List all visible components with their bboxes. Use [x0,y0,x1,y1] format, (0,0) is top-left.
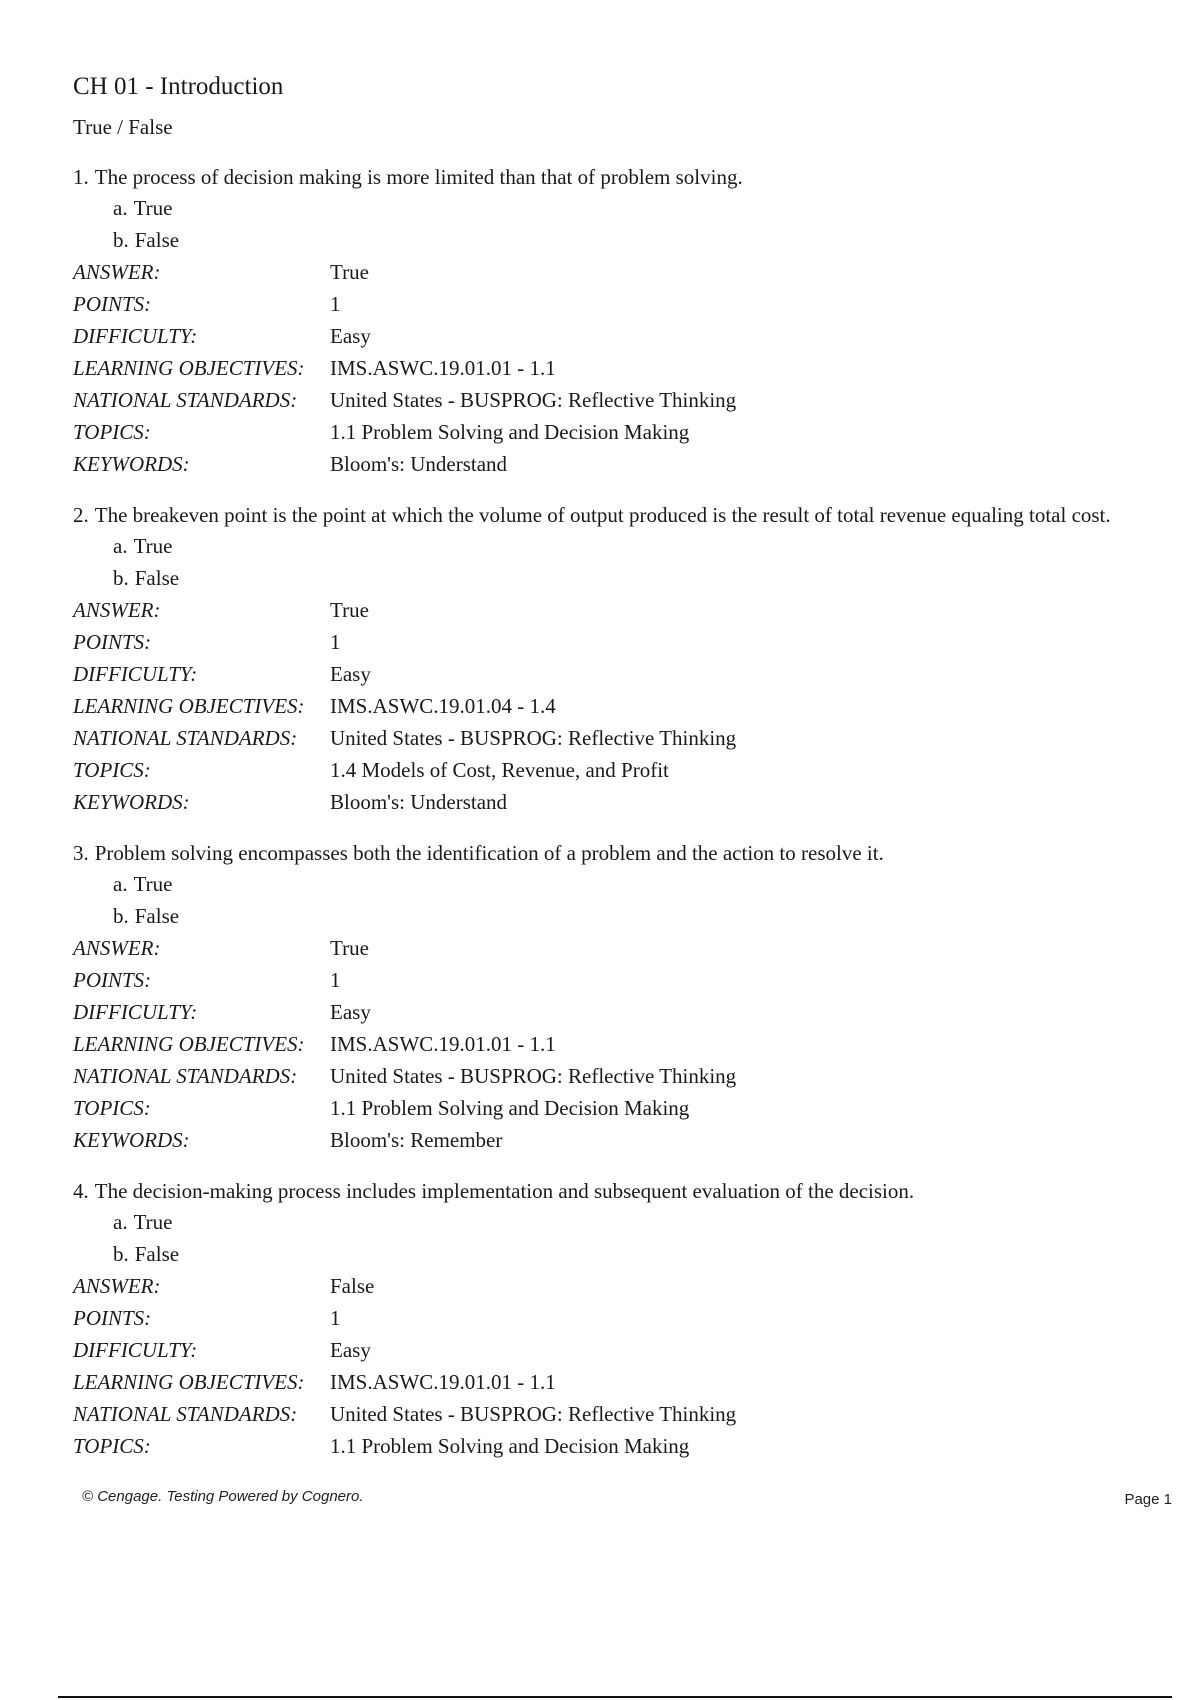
question-metadata [73,256,1133,480]
metadata-label: DIFFICULTY: [73,324,198,348]
question-text: The breakeven point is the point at which the volume of output produced is the result of total revenue equaling total cost. [94,503,1111,527]
bottom-divider [58,1696,1172,1698]
metadata-value: IMS.ASWC.19.01.01 - 1.1 [330,356,556,380]
metadata-value: 1.4 Models of Cost, Revenue, and Profit [330,758,669,782]
metadata-label: TOPICS: [73,1096,151,1120]
metadata-value: True [330,260,369,284]
metadata-row [73,594,1133,626]
metadata-row [73,996,1133,1028]
metadata-label: ANSWER: [73,936,161,960]
option-letter: a. [113,534,128,558]
question-text: The process of decision making is more limited than that of problem solving. [94,165,743,189]
metadata-label: LEARNING OBJECTIVES: [73,1032,305,1056]
metadata-label: KEYWORDS: [73,452,190,476]
question-number: 1. [73,165,89,189]
metadata-label: NATIONAL STANDARDS: [73,1064,298,1088]
metadata-value: Easy [330,662,371,686]
metadata-label: POINTS: [73,630,152,654]
page-number: Page 1 [1124,1491,1172,1508]
metadata-label: LEARNING OBJECTIVES: [73,356,305,380]
metadata-value: United States - BUSPROG: Reflective Thinking [330,1402,737,1426]
metadata-label: NATIONAL STANDARDS: [73,726,298,750]
metadata-row [73,352,1133,384]
metadata-row [73,256,1133,288]
metadata-value: Bloom's: Understand [330,790,508,814]
metadata-label: TOPICS: [73,420,151,444]
option-letter: a. [113,872,128,896]
metadata-label: TOPICS: [73,758,151,782]
question-text: The decision-making process includes implementation and subsequent evaluation of the decision. [94,1179,915,1203]
metadata-row [73,1334,1133,1366]
answer-option [73,1206,1133,1238]
answer-option [73,224,1133,256]
section-heading: True / False [73,115,173,139]
question-number: 3. [73,841,89,865]
metadata-row [73,1060,1133,1092]
option-letter: b. [113,1242,129,1266]
metadata-row [73,1092,1133,1124]
question-number: 4. [73,1179,89,1203]
metadata-row [73,1398,1133,1430]
metadata-row [73,722,1133,754]
metadata-value: Bloom's: Remember [330,1128,503,1152]
footer-copyright: © Cengage. Testing Powered by Cognero. [82,1488,364,1505]
option-letter: b. [113,228,129,252]
answer-option [73,868,1133,900]
metadata-row [73,1270,1133,1302]
metadata-value: IMS.ASWC.19.01.01 - 1.1 [330,1370,556,1394]
option-text: False [134,904,180,928]
question-number: 2. [73,503,89,527]
metadata-label: KEYWORDS: [73,1128,190,1152]
metadata-value: United States - BUSPROG: Reflective Thinking [330,726,737,750]
answer-options [73,192,1133,256]
metadata-label: POINTS: [73,1306,152,1330]
metadata-row [73,1366,1133,1398]
option-text: False [134,228,180,252]
metadata-row [73,786,1133,818]
metadata-value: IMS.ASWC.19.01.04 - 1.4 [330,694,556,718]
metadata-value: 1 [330,630,341,654]
metadata-value: 1 [330,1306,341,1330]
question-block [73,1178,1133,1462]
metadata-row [73,1302,1133,1334]
option-text: True [133,534,173,558]
question-block [73,840,1133,1156]
metadata-value: False [330,1274,375,1298]
answer-option [73,192,1133,224]
metadata-row [73,1124,1133,1156]
metadata-row [73,384,1133,416]
metadata-value: 1.1 Problem Solving and Decision Making [330,420,690,444]
option-text: False [134,1242,180,1266]
metadata-value: Easy [330,1000,371,1024]
option-letter: a. [113,1210,128,1234]
question-block [73,502,1133,818]
question-metadata [73,932,1133,1156]
metadata-value: United States - BUSPROG: Reflective Thinking [330,1064,737,1088]
metadata-value: Bloom's: Understand [330,452,508,476]
metadata-value: Easy [330,1338,371,1362]
metadata-label: DIFFICULTY: [73,662,198,686]
metadata-label: LEARNING OBJECTIVES: [73,1370,305,1394]
answer-option [73,900,1133,932]
metadata-label: ANSWER: [73,598,161,622]
metadata-label: ANSWER: [73,260,161,284]
answer-option [73,1238,1133,1270]
option-letter: a. [113,196,128,220]
metadata-label: DIFFICULTY: [73,1338,198,1362]
metadata-value: United States - BUSPROG: Reflective Thinking [330,388,737,412]
question-metadata [73,594,1133,818]
page-footer [82,1488,1172,1508]
metadata-label: ANSWER: [73,1274,161,1298]
answer-option [73,562,1133,594]
metadata-label: NATIONAL STANDARDS: [73,388,298,412]
metadata-label: POINTS: [73,292,152,316]
question-stem [73,164,1133,190]
option-letter: b. [113,566,129,590]
question-stem [73,1178,1133,1204]
option-text: True [133,872,173,896]
metadata-row [73,448,1133,480]
metadata-value: IMS.ASWC.19.01.01 - 1.1 [330,1032,556,1056]
metadata-label: DIFFICULTY: [73,1000,198,1024]
option-letter: b. [113,904,129,928]
answer-option [73,530,1133,562]
answer-options [73,868,1133,932]
document-title: CH 01 - Introduction [73,73,284,100]
metadata-row [73,690,1133,722]
question-stem [73,502,1133,528]
answer-options [73,530,1133,594]
metadata-label: TOPICS: [73,1434,151,1458]
metadata-value: 1 [330,292,341,316]
metadata-row [73,1028,1133,1060]
metadata-value: 1 [330,968,341,992]
option-text: True [133,1210,173,1234]
metadata-row [73,320,1133,352]
metadata-row [73,416,1133,448]
option-text: False [134,566,180,590]
metadata-label: NATIONAL STANDARDS: [73,1402,298,1426]
metadata-label: POINTS: [73,968,152,992]
answer-options [73,1206,1133,1270]
metadata-label: KEYWORDS: [73,790,190,814]
metadata-value: Easy [330,324,371,348]
metadata-row [73,754,1133,786]
document-page [73,66,1133,1462]
metadata-row [73,288,1133,320]
metadata-row [73,658,1133,690]
metadata-row [73,626,1133,658]
metadata-value: 1.1 Problem Solving and Decision Making [330,1096,690,1120]
metadata-row [73,964,1133,996]
metadata-value: 1.1 Problem Solving and Decision Making [330,1434,690,1458]
metadata-label: LEARNING OBJECTIVES: [73,694,305,718]
metadata-value: True [330,598,369,622]
question-list [73,164,1133,1462]
question-block [73,164,1133,480]
metadata-value: True [330,936,369,960]
metadata-row [73,1430,1133,1462]
question-stem [73,840,1133,866]
question-metadata [73,1270,1133,1462]
option-text: True [133,196,173,220]
metadata-row [73,932,1133,964]
question-text: Problem solving encompasses both the identification of a problem and the action to resolve it. [94,841,884,865]
